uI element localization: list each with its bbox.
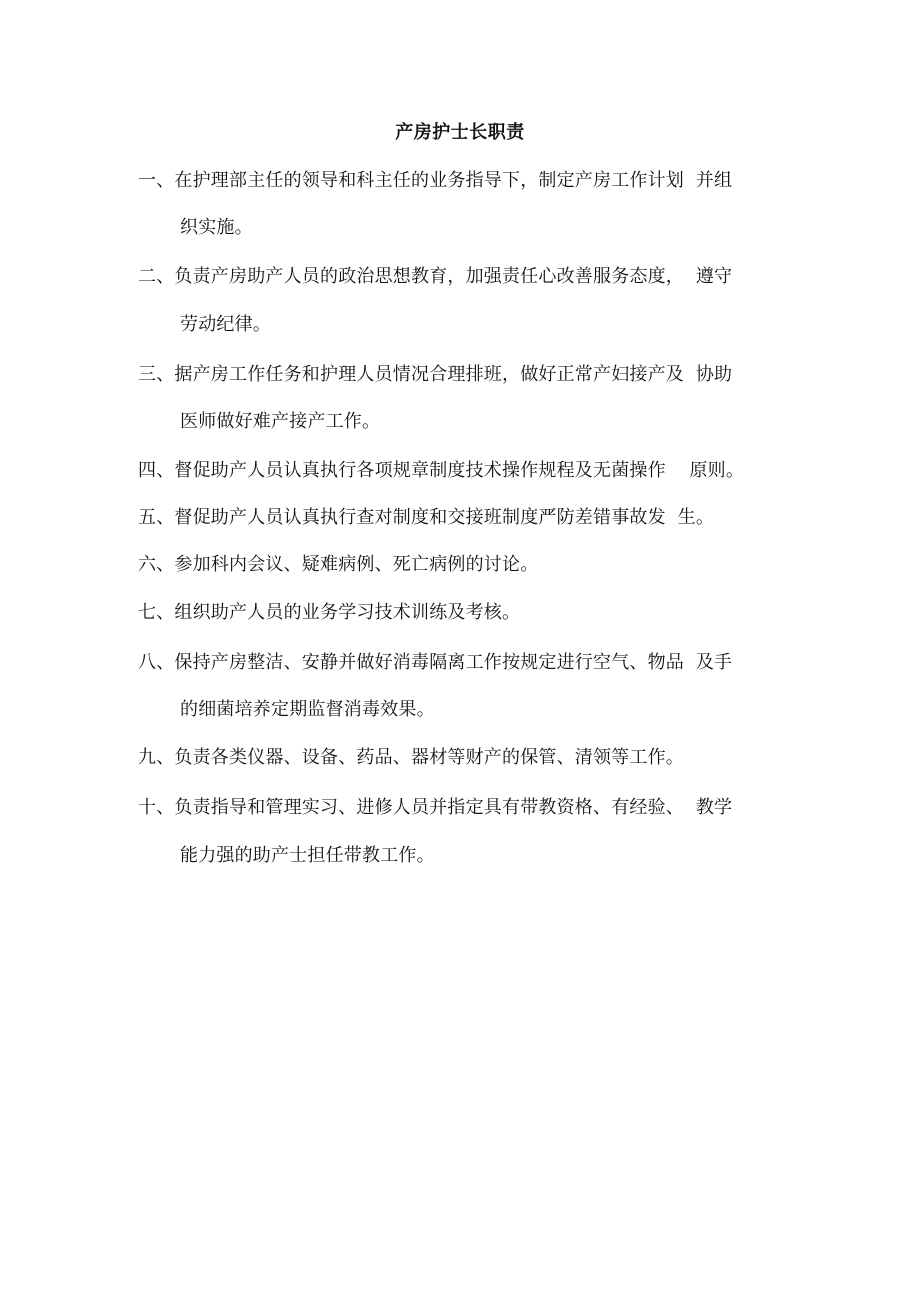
duty-item-5-line-1: 五、督促助产人员认真执行查对制度和交接班制度严防差错事故发 生。: [138, 507, 715, 528]
duty-item-10-line-1: 十、负责指导和管理实习、进修人员并指定具有带教资格、有经验、 教学: [138, 797, 733, 818]
duty-item-3-line-1: 三、据产房工作任务和护理人员情况合理排班，做好正常产妇接产及 协助: [138, 364, 733, 385]
duty-item-2-line-2: 劳动纪律。: [180, 314, 271, 335]
page-title: 产房护士长职责: [395, 122, 525, 143]
duty-item-4-line-1: 四、督促助产人员认真执行各项规章制度技术操作规程及无菌操作 原则。: [138, 460, 745, 481]
duty-item-8-line-2: 的细菌培养定期监督消毒效果。: [180, 699, 435, 720]
duty-item-1-line-1: 一、在护理部主任的领导和科主任的业务指导下，制定产房工作计划 并组: [138, 170, 733, 191]
duty-item-10-line-2: 能力强的助产士担任带教工作。: [180, 845, 435, 866]
duty-item-2-line-1: 二、负责产房助产人员的政治思想教育，加强责任心改善服务态度， 遵守: [138, 266, 733, 287]
duty-item-9-line-1: 九、负责各类仪器、设备、药品、器材等财产的保管、清领等工作。: [138, 747, 684, 768]
duty-item-3-line-2: 医师做好难产接产工作。: [180, 411, 381, 432]
duty-item-1-line-2: 织实施。: [180, 217, 253, 238]
duty-item-8-line-1: 八、保持产房整洁、安静并做好消毒隔离工作按规定进行空气、物品 及手: [138, 652, 733, 673]
duty-item-6-line-1: 六、参加科内会议、疑难病例、死亡病例的讨论。: [138, 554, 539, 575]
duty-item-7-line-1: 七、组织助产人员的业务学习技术训练及考核。: [138, 602, 521, 623]
